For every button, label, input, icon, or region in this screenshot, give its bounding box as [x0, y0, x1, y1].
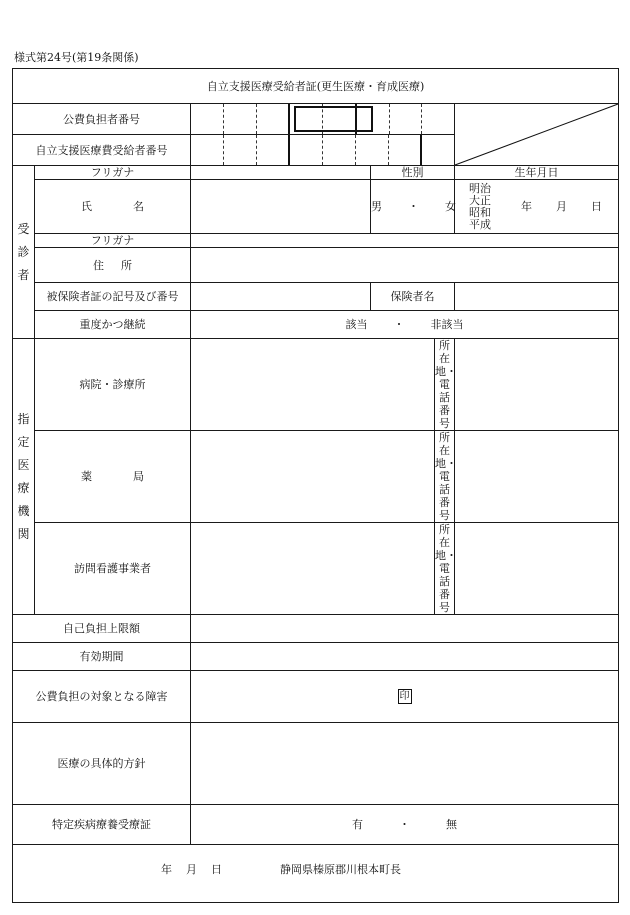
payer-number-field[interactable]	[191, 104, 455, 135]
form-number: 様式第24号(第19条関係)	[14, 51, 139, 64]
address-furigana-field[interactable]	[191, 234, 619, 248]
pharmacy-field[interactable]	[191, 431, 435, 523]
recipient-number-field[interactable]	[191, 135, 455, 166]
pharmacy-location-field[interactable]	[455, 431, 619, 523]
insurer-name-label: 保険者名	[371, 283, 455, 311]
furigana-label-2: フリガナ	[35, 234, 191, 248]
severe-continuous-field[interactable]: 該当 ・ 非該当	[191, 311, 619, 339]
form-title: 自立支援医療受給者証(更生医療・育成医療)	[13, 69, 619, 104]
issuer-name: 静岡県榛原郡川根本町長	[280, 863, 401, 876]
hospital-location-label: 所在地・電 話番号	[435, 339, 457, 430]
institution-group-label: 指 定 医 療 機 関	[13, 339, 35, 615]
copay-limit-field[interactable]	[191, 615, 619, 643]
name-furigana-field[interactable]	[191, 166, 371, 180]
birthdate-field[interactable]: 明治 大正 昭和 平成 年 月 日	[455, 180, 619, 234]
insurance-number-field[interactable]	[191, 283, 371, 311]
furigana-label: フリガナ	[35, 166, 191, 180]
visiting-nursing-field[interactable]	[191, 523, 435, 615]
treatment-policy-label: 医療の具体的方針	[13, 723, 191, 805]
address-field[interactable]	[191, 248, 619, 283]
pharmacy-location-label: 所在地・電 話番号	[435, 431, 457, 522]
issue-date[interactable]: 年 月 日	[161, 863, 222, 876]
target-disability-label: 公費負担の対象となる障害	[13, 671, 191, 723]
valid-period-label: 有効期間	[13, 643, 191, 671]
treatment-policy-field[interactable]	[191, 723, 619, 805]
hospital-label: 病院・診療所	[35, 339, 191, 431]
birthdate-label: 生年月日	[455, 166, 619, 180]
recipient-number-label: 自立支援医療費受給者番号	[13, 135, 191, 166]
valid-period-field[interactable]	[191, 643, 619, 671]
visiting-nursing-location-field[interactable]	[455, 523, 619, 615]
pharmacy-label: 薬 局	[35, 431, 191, 523]
issuer-section	[13, 845, 619, 903]
insurer-name-field[interactable]	[455, 283, 619, 311]
gender-field[interactable]: 男 ・ 女	[371, 180, 455, 234]
certificate-form	[12, 68, 619, 903]
name-label: 氏 名	[35, 180, 191, 234]
gender-label: 性別	[371, 166, 455, 180]
payer-number-label: 公費負担者番号	[13, 104, 191, 135]
diagonal-line	[455, 104, 618, 165]
hospital-field[interactable]	[191, 339, 435, 431]
specific-disease-field[interactable]: 有 ・ 無	[191, 805, 619, 845]
name-field[interactable]	[191, 180, 371, 234]
insurance-number-label: 被保険者証の記号及び番号	[35, 283, 191, 311]
severe-continuous-label: 重度かつ継続	[35, 311, 191, 339]
hospital-location-field[interactable]	[455, 339, 619, 431]
unused-diagonal-area	[455, 104, 619, 166]
visiting-nursing-label: 訪問看護事業者	[35, 523, 191, 615]
address-label: 住 所	[35, 248, 191, 283]
seal-mark: 印	[399, 691, 410, 702]
visiting-nursing-location-label: 所在地・電 話番号	[435, 523, 457, 614]
specific-disease-label: 特定疾病療養受療証	[13, 805, 191, 845]
copay-limit-label: 自己負担上限額	[13, 615, 191, 643]
target-disability-field[interactable]	[191, 671, 619, 723]
patient-group-label: 受 診 者	[13, 166, 35, 339]
